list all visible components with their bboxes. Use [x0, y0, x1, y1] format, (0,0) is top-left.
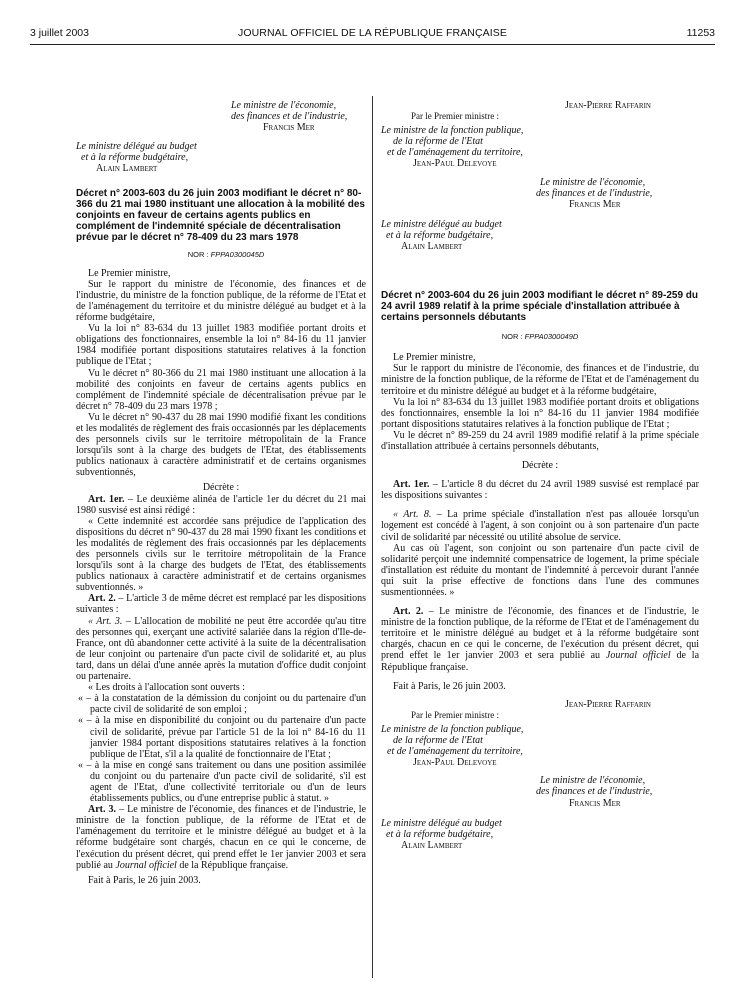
header-date: 3 juillet 2003 [30, 27, 89, 39]
page-header [30, 27, 715, 41]
decree-title-603: Décret n° 2003-603 du 26 juin 2003 modifiant le décret n° 80-366 du 21 mai 1980 instituant une allocation à la mobilité des conjoints en faveur de certains agents publics en complément de l'indemnité spéciale de décentralisation prévue par le décret n° 78-409 du 23 mars 1978 [76, 187, 365, 243]
nor-reference: NOR : FPPA0300045D [187, 249, 265, 259]
signature-economie-2: Le ministre de l'économie, des finances et de l'industrie, Francis Mer [536, 176, 653, 210]
article-2-b: Art. 2. – Le ministre de l'économie, des finances et de l'industrie, le ministre de la fonction publique, de la réforme de l'Etat et de l'aménagement du territoire et le ministre délégué au budget et à la réforme budgétaire sont chargés, chacun en ce qui le concerne, de l'exécution du présent décret, qui prend effet le 1er janvier 2003 et sera publié au Journal officiel de la République française. [381, 606, 700, 673]
signature-premier-ministre: Jean-Pierre Raffarin [565, 100, 651, 111]
signature-budget-3: Le ministre délégué au budget et à la réforme budgétaire, Alain Lambert [381, 817, 502, 851]
signature-budget: Le ministre délégué au budget et à la réforme budgétaire, Alain Lambert [76, 141, 197, 175]
signature-budget-2: Le ministre délégué au budget et à la réforme budgétaire, Alain Lambert [381, 218, 502, 253]
decree-title-604: Décret n° 2003-604 du 26 juin 2003 modifiant le décret n° 89-259 du 24 avril 1989 relatif à la prime spéciale d'installation attribuée à certains personnels débutants [381, 290, 699, 324]
signature-economie: Le ministre de l'économie, des finances et de l'industrie, Francis Mer [231, 100, 348, 134]
fait-a-paris-2: Fait à Paris, le 26 juin 2003. [393, 680, 506, 692]
left-column: Le ministre de l'économie, des finances et de l'industrie, Francis Mer Le ministre délégué au budget et à la réforme budgétaire, Alain Lambert Décret n° 2003-603 du 26 juin 2003 modifiant le décret n° 80-366 du 21 mai 1980 instituant une allocation à la mobilité des conjoints en faveur de certains agents publics en complément de l'indemnité spéciale de décentralisation prévue par le décret n° 78-409 du 23 mars 1978 NOR : FPPA0300045D Le Premier ministre, Sur le rapport du ministre de l'économie, des finances et de l'industrie, du ministre de la fonction publique, de la réforme de l'Etat et de l'aménagement du territoire et du ministre délégué au budget et à la réforme budgétaire, Vu la loi n° 83-634 du 13 juillet 1983 modifiée portant droits et obligations des fonctionnaires, ensemble la loi n° 84-16 du 11 janvier 1984 modifiée portant dispositions statutaires relatives à la fonction publique de l'Etat ; Vu le décret n° 80-366 du 21 mai 1980 instituant une allocation à la mobilité des conjoints en faveur de certains agents publics en complément de l'indemnité spéciale de décentralisation prévue par le décret n° 78-409 du 23 mars 1978 ; Vu le décret n° 90-437 du 28 mai 1990 modifié fixant les conditions et les modalités de règlement des frais occasionnés par les déplacements des personnels civils sur le territoire métropolitain de la France lorsqu'ils sont à la charge des budgets de l'Etat, des établissements publics nationaux à caractère administratif et de certains organismes subventionnés, Décrète : Art. 1er. – Le deuxième alinéa de l'article 1er du décret du 21 mai 1980 susvisé est ainsi rédigé : « Cette indemnité est accordée sans préjudice de l'application des dispositions du décret n° 90-437 du 28 mai 1990 fixant les conditions et les modalités de règlement des frais occasionnés par les déplacements des personnels civils sur le territoire métropolitain de la France lorsqu'ils sont à la charge des budgets de l'Etat, des établissements publics nationaux à caractère administratif et de certains organismes subventionnés. » Art. 2. – L'article 3 de même décret est remplacé par les dispositions suivantes : « Art. 3. – L'allocation de mobilité ne peut être accordée qu'au titre des personnes qui, exerçant une activité salariée dans la région d'Ile-de-France, ont dû abandonner cette activité à la suite de la décentralisation de leur conjoint ou partenaire d'un pacte civil de solidarité et, au plus tard, dans un délai d'une année après la mutation d'office dudit conjoint ou partenaire. « Les droits à l'allocation sont ouverts : « – à la constatation de la démission du conjoint ou du partenaire d'un pacte civil de solidarité de son emploi ; « – à la mise en disponibilité du conjoint ou du partenaire d'un pacte civil de solidarité, prévue par l'article 51 de la loi n° 84-16 du 11 janvier 1984 portant dispositions statutaires relatives à la fonction publique de l'Etat, s'il a la qualité de fonctionnaire de l'Etat ; « – à la mise en congé sans traitement ou dans une position assimilée du conjoint ou du partenaire d'un pacte civil de solidarité, s'il est agent de l'Etat, d'une collectivité territoriale ou d'un de leurs établissements publics, ou d'une entreprise public à statut. » Art. 3. – Le ministre de l'économie, des finances et de l'industrie, le ministre de la fonction publique, de la réforme de l'Etat et de l'aménagement du territoire et le ministre délégué au budget et à la réforme budgétaire sont chargés, chacun en ce qui le concerne, de l'exécution du présent décret, qui prend effet le 1er janvier 2003 et sera publié au Journal officiel de la République française. Fait à Paris, le 26 juin 2003. [76, 100, 367, 886]
decrete-2: Décrète : [521, 460, 559, 472]
column-divider [372, 96, 373, 978]
decrete: Décrète : [202, 482, 240, 494]
header-rule [30, 44, 715, 45]
page-number: 11253 [686, 27, 715, 39]
signature-fonction-publique-2: Le ministre de la fonction publique, de la réforme de l'Etat et de l'aménagement du territoire, Jean-Paul Delevoye [381, 723, 524, 769]
article-1: Art. 1er. – Le deuxième alinéa de l'article 1er du décret du 21 mai 1980 susvisé est ainsi rédigé : [76, 493, 367, 516]
article-3: Art. 3. – Le ministre de l'économie, des finances et de l'industrie, le ministre de la fonction publique, de la réforme de l'Etat et de l'aménagement du territoire et le ministre délégué au budget et à la réforme budgétaire sont chargés, chacun en ce qui le concerne, de l'exécution du présent décret, qui prend effet le 1er janvier 2003 et sera publié au Journal officiel de la République française. [76, 804, 367, 871]
right-column: Jean-Pierre Raffarin Par le Premier ministre : Le ministre de la fonction publique, de la réforme de l'Etat et de l'aménagement du territoire, Jean-Paul Delevoye Le ministre de l'économie, des finances et de l'industrie, Francis Mer Le ministre délégué au budget et à la réforme budgétaire, Alain Lambert Décret n° 2003-604 du 26 juin 2003 modifiant le décret n° 89-259 du 24 avril 1989 relatif à la prime spéciale d'installation attribuée à certains personnels débutants NOR : FPPA0300049D Le Premier ministre, Sur le rapport du ministre de l'économie, des finances et de l'industrie, du ministre de la fonction publique, de la réforme de l'Etat et de l'aménagement du territoire et du ministre délégué au budget et à la réforme budgétaire, Vu la loi n° 83-634 du 13 juillet 1983 modifiée portant droits et obligations des fonctionnaires, ensemble la loi n° 84-16 du 11 janvier 1984 modifiée portant dispositions statutaires relatives à la fonction publique de l'Etat ; Vu le décret n° 89-259 du 24 avril 1989 modifié relatif à la prime spéciale d'installation attribuée à certains personnels débutants, Décrète : Art. 1er. – L'article 8 du décret du 24 avril 1989 susvisé est remplacé par les dispositions suivantes : « Art. 8. – La prime spéciale d'installation n'est pas allouée lorsqu'un logement est concédé à l'agent, à son conjoint ou à son partenaire d'un pacte civil de solidarité par nécessité ou utilité absolue de service. Au cas où l'agent, son conjoint ou son partenaire d'un pacte civil de solidarité perçoit une indemnité compensatrice de logement, la prime spéciale d'installation est réduite du montant de l'indemnité à percevoir durant l'année qui suit la prise effective de fonctions dans l'une des communes susmentionnées. » Art. 2. – Le ministre de l'économie, des finances et de l'industrie, le ministre de la fonction publique, de la réforme de l'Etat et de l'aménagement du territoire et le ministre délégué au budget et à la réforme budgétaire sont chargés, chacun en ce qui le concerne, de l'exécution du présent décret, qui prend effet le 1er janvier 2003 et sera publié au Journal officiel de la République française. Fait à Paris, le 26 juin 2003. Jean-Pierre Raffarin Par le Premier ministre : Le ministre de la fonction publique, de la réforme de l'Etat et de l'aménagement du territoire, Jean-Paul Delevoye Le ministre de l'économie, des finances et de l'industrie, Francis Mer Le ministre délégué au budget et à la réforme budgétaire, Alain Lambert [381, 100, 700, 851]
signature-economie-3: Le ministre de l'économie, des finances et de l'industrie, Francis Mer [536, 775, 653, 809]
article-2: Art. 2. – L'article 3 de même décret est remplacé par les dispositions suivantes : [76, 593, 366, 616]
signature-fonction-publique: Le ministre de la fonction publique, de la réforme de l'Etat et de l'aménagement du territoire, Jean-Paul Delevoye [381, 125, 524, 170]
fait-a-paris: Fait à Paris, le 26 juin 2003. [88, 874, 201, 886]
article-1-b: Art. 1er. – L'article 8 du décret du 24 avril 1989 susvisé est remplacé par les dispositions suivantes : [381, 479, 700, 502]
nor-reference-2: NOR : FPPA0300049D [501, 332, 579, 342]
tiret-list: « – à la constatation de la démission du conjoint ou du partenaire d'un pacte civil de solidarité de son emploi ; « – à la mise en disponibilité du conjoint ou du partenaire d'un pacte civil de solidarité, prévue par l'article 51 de la loi n° 84-16 du 11 janvier 1984 portant dispositions statutaires relatives à la fonction publique de l'Etat, s'il a la qualité de fonctionnaire de l'Etat ; « – à la mise en congé sans traitement ou dans une position assimilée du conjoint ou du partenaire d'un pacte civil de solidarité, s'il est agent de l'Etat, d'une collectivité territoriale ou d'un de leurs établissements publics, ou d'une entreprise public à statut. » [78, 693, 366, 805]
journal-title: JOURNAL OFFICIEL DE LA RÉPUBLIQUE FRANÇAISE [238, 27, 507, 39]
